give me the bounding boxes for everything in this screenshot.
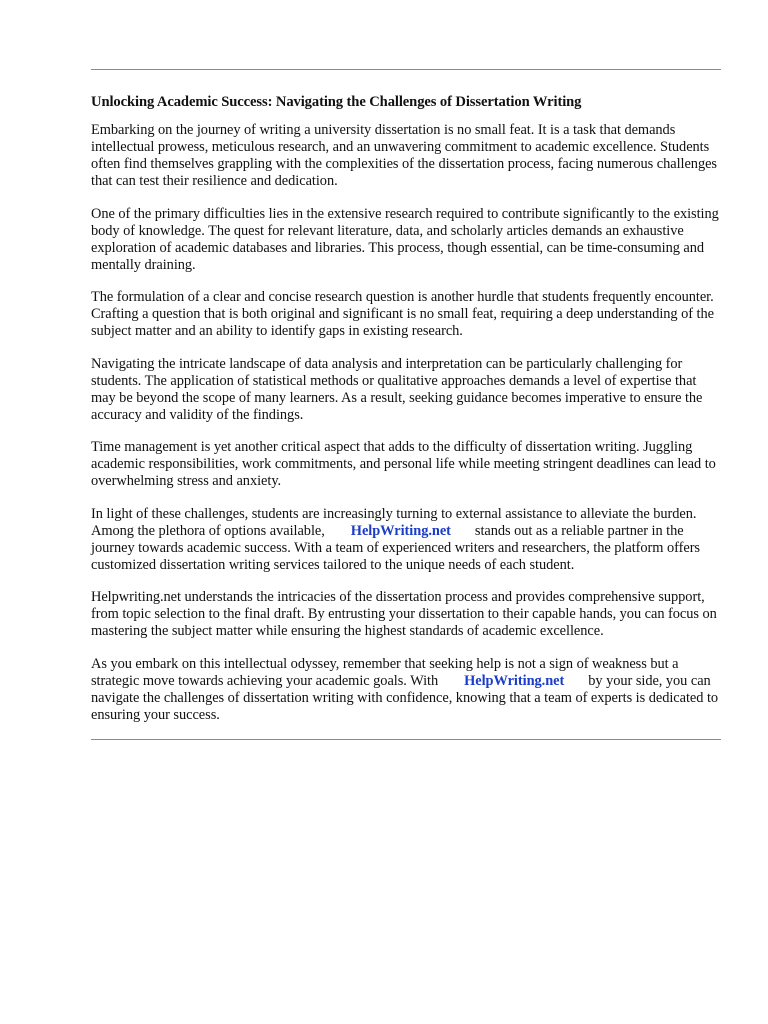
top-divider [91, 69, 721, 70]
helpwriting-link[interactable]: HelpWriting.net [350, 522, 451, 539]
paragraph-text: by your side, you can navigate the challenges of dissertation writing with confidence, knowing that a team of experts is dedicated to ensuring your success. [91, 672, 719, 723]
paragraph-text: As you embark on this intellectual odyssey, remember that seeking help is not a sign of weakness but a strategic move towards achieving your academic goals. With [91, 655, 679, 689]
paragraph-text: stands out as a reliable partner in the journey towards academic success. With a team of experienced writers and researchers, the platform offers customized dissertation writing services tailored to the unique needs of each student. [91, 522, 700, 573]
paragraph-conclusion [91, 656, 721, 724]
paragraph-data-analysis: Navigating the intricate landscape of data analysis and interpretation can be particularly challenging for students. The application of statistical methods or qualitative approaches demands a level of expertise that may be beyond the scope of many learners. As a result, seeking guidance becomes imperative to ensure the accuracy and validity of the findings. [91, 355, 703, 423]
paragraph-research: One of the primary difficulties lies in the extensive research required to contribute significantly to the existing body of knowledge. The quest for relevant literature, data, and scholarly articles demands an exhaustive exploration of academic databases and libraries. This process, though essential, can be time-consuming and mentally draining. [91, 205, 719, 273]
paragraph-helpwriting: Helpwriting.net understands the intricacies of the dissertation process and provides comprehensive support, from topic selection to the final draft. By entrusting your dissertation to their capable hands, you can focus on mastering the subject matter while ensuring the highest standards of academic excellence. [91, 589, 717, 639]
document-page [91, 0, 721, 740]
bottom-divider [91, 739, 721, 740]
document-body [91, 122, 721, 724]
document-title: Unlocking Academic Success: Navigating the Challenges of Dissertation Writing [91, 94, 582, 110]
paragraph-time-management: Time management is yet another critical aspect that adds to the difficulty of dissertation writing. Juggling academic responsibilities, work commitments, and personal life while meeting stringent deadlines can lead to overwhelming stress and anxiety. [91, 439, 716, 489]
paragraph-intro: Embarking on the journey of writing a university dissertation is no small feat. It is a task that demands intellectual prowess, meticulous research, and an unwavering commitment to academic excellence. Students often find themselves grappling with the complexities of the dissertation process, facing numerous challenges that can test their resilience and dedication. [91, 122, 717, 189]
paragraph-text: In light of these challenges, students are increasingly turning to external assistance to alleviate the burden. Among the plethora of options available, [91, 505, 697, 539]
paragraph-external-assistance [91, 506, 721, 574]
paragraph-research-question: The formulation of a clear and concise research question is another hurdle that students frequently encounter. Crafting a question that is both original and significant is no small feat, requiring a deep understanding of the subject matter and an ability to identify gaps in existing research. [91, 289, 714, 339]
helpwriting-link[interactable]: HelpWriting.net [464, 672, 565, 689]
